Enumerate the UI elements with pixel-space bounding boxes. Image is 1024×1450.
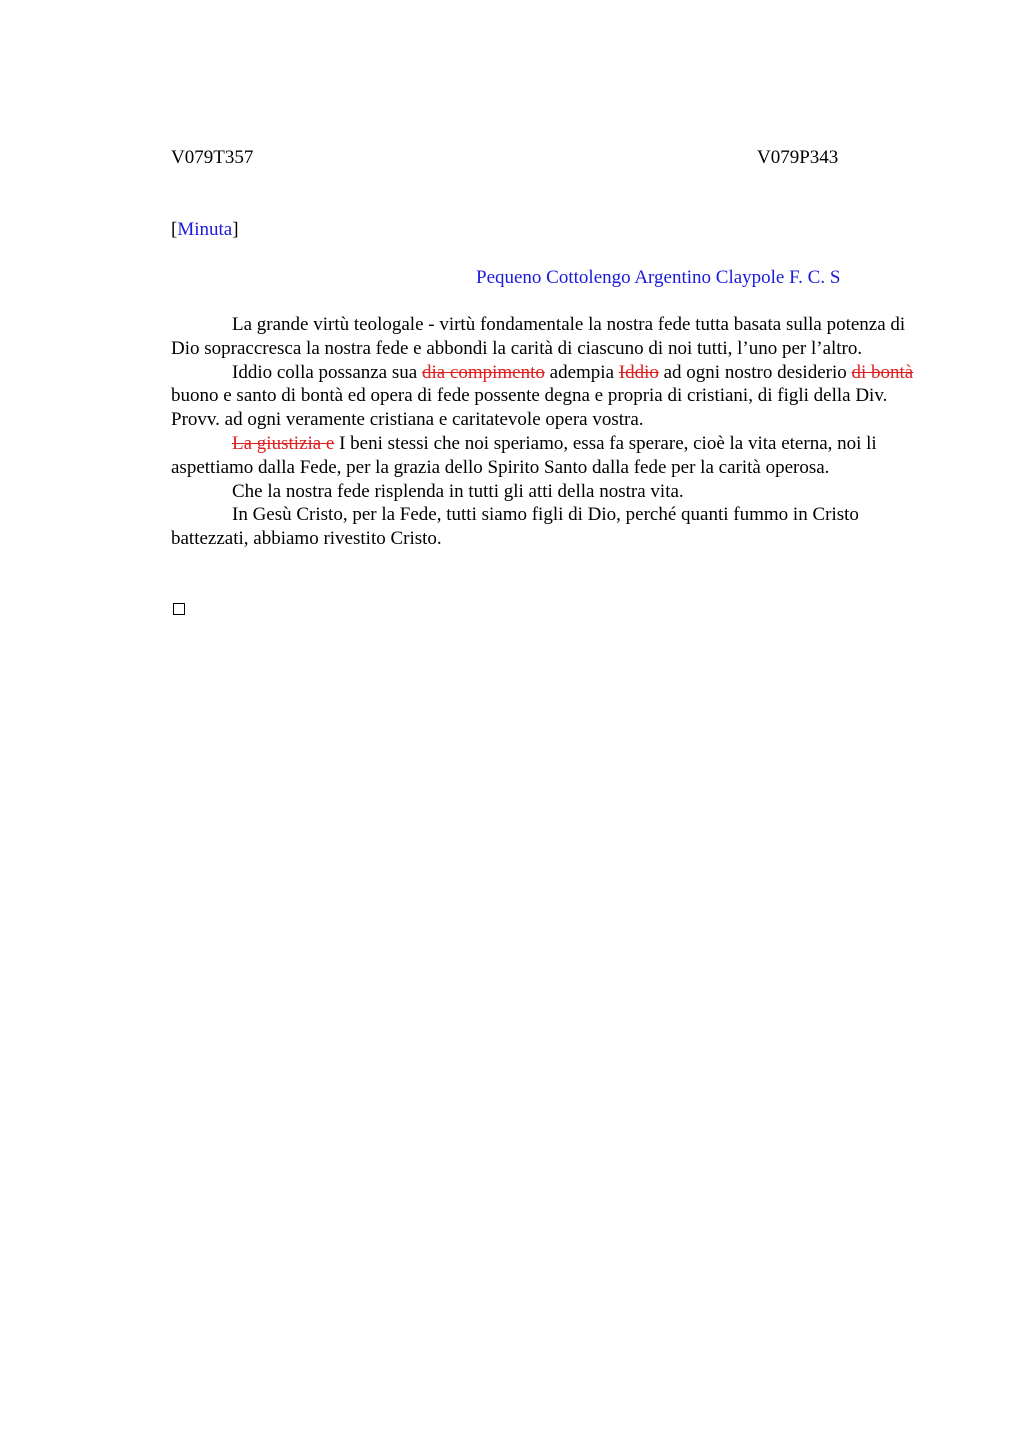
open-bracket: [ xyxy=(171,219,178,240)
deleted-text: Iddio xyxy=(618,361,659,383)
document-type-label xyxy=(171,218,239,242)
deleted-text: di bontà xyxy=(851,361,914,383)
paragraph-1: La grande virtù teologale - virtù fondamentale la nostra fede tutta basata sulla potenza di Dio sopraccresca la nostra fede e abbondi la carità di ciascuno di noi tutti, l’uno per l’altro. xyxy=(171,314,906,359)
deleted-text: dia compimento xyxy=(421,361,545,383)
document-header xyxy=(171,146,917,170)
text-segment: Iddio colla possanza sua xyxy=(232,361,422,383)
volume-page-code: V079P343 xyxy=(757,147,839,168)
paragraph-2 xyxy=(171,361,917,432)
text-segment: adempia xyxy=(544,361,619,383)
letter-body xyxy=(171,313,917,551)
empty-square-icon xyxy=(173,603,185,615)
volume-text-code: V079T357 xyxy=(171,147,254,168)
paragraph-4: Che la nostra fede risplenda in tutti gli atti della nostra vita. xyxy=(232,480,684,502)
text-segment: I beni stessi che noi speriamo, essa fa sperare, cioè la vita eterna, noi li aspettiamo dalla Fede, per la grazia dello Spirito Santo dalla fede per la carità operosa. xyxy=(171,432,877,478)
text-segment: ad ogni nostro desiderio xyxy=(658,361,852,383)
close-bracket: ] xyxy=(232,219,239,240)
minuta-label: Minuta xyxy=(177,219,233,240)
deleted-text: La giustizia e xyxy=(232,432,335,454)
paragraph-5: In Gesù Cristo, per la Fede, tutti siamo figli di Dio, perché quanti fummo in Cristo battezzati, abbiamo rivestito Cristo. xyxy=(171,504,859,550)
document-page xyxy=(171,146,917,550)
text-segment: buono e santo di bontà ed opera di fede possente degna e propria di cristiani, di figli della Div. Provv. ad ogni veramente cristiana e caritatevole opera vostra. xyxy=(171,385,888,431)
paragraph-3 xyxy=(171,432,917,480)
place-heading: Pequeno Cottolengo Argentino Claypole F. C. S xyxy=(476,267,841,288)
